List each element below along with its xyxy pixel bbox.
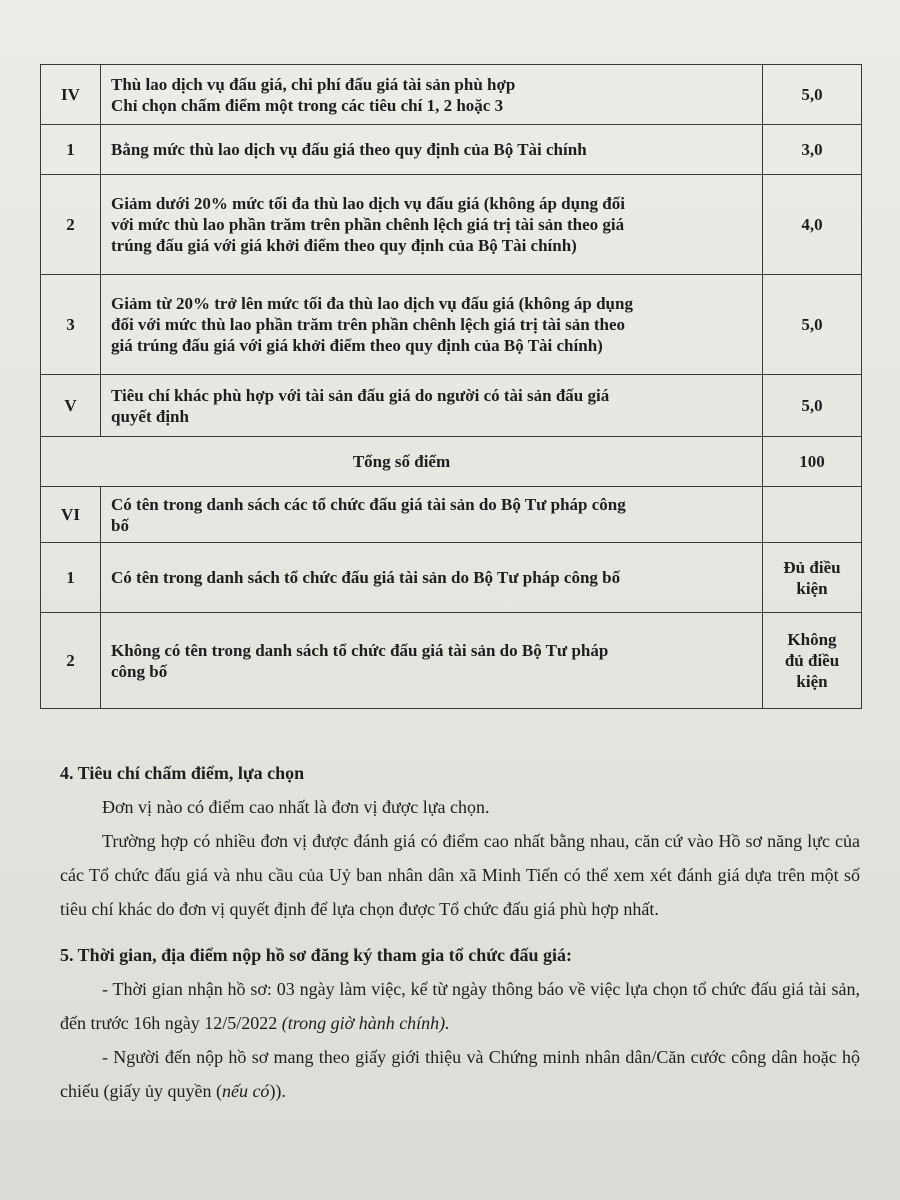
row-number: IV: [41, 65, 101, 125]
row-number: V: [41, 375, 101, 437]
table-row: [41, 375, 862, 437]
table-row: [41, 125, 862, 175]
points-line: Không: [787, 630, 837, 649]
row-number: 2: [41, 613, 101, 709]
table-row: [41, 175, 862, 275]
body-text: [60, 756, 860, 1108]
row-description: [101, 65, 763, 125]
desc-line: trúng đấu giá với giá khởi điểm theo quy định của Bộ Tài chính): [111, 236, 577, 255]
table-row: [41, 543, 862, 613]
row-points: 3,0: [763, 125, 862, 175]
section-5-bullet: [60, 972, 860, 1040]
row-number: VI: [41, 487, 101, 543]
section-5-heading: 5. Thời gian, địa điểm nộp hồ sơ đăng ký tham gia tổ chức đấu giá:: [60, 945, 573, 965]
desc-line: Không có tên trong danh sách tổ chức đấu giá tài sản do Bộ Tư pháp: [111, 640, 609, 660]
row-description: [101, 543, 763, 613]
desc-line: giá trúng đấu giá với giá khởi điểm theo quy định của Bộ Tài chính): [111, 336, 603, 355]
section-4-heading: 4. Tiêu chí chấm điểm, lựa chọn: [60, 763, 305, 783]
row-number: 3: [41, 275, 101, 375]
row-description: [101, 125, 763, 175]
bullet-end: )).: [269, 1081, 286, 1101]
section-4-paragraph: Trường hợp có nhiều đơn vị được đánh giá có điểm cao nhất bằng nhau, căn cứ vào Hồ sơ năng lực của các Tổ chức đấu giá và nhu cầu của Uỷ ban nhân dân xã Minh Tiến có thể xem xét đánh giá dựa trên một số tiêu chí khác do đơn vị quyết định để lựa chọn được Tổ chức đấu giá phù hợp nhất.: [60, 831, 860, 919]
desc-line: Giảm từ 20% trở lên mức tối đa thù lao dịch vụ đấu giá (không áp dụng: [111, 294, 633, 313]
row-points: 4,0: [763, 175, 862, 275]
section-5-bullet: [60, 1040, 860, 1108]
table-row: [41, 275, 862, 375]
row-points: 5,0: [763, 375, 862, 437]
desc-line: Có tên trong danh sách các tổ chức đấu giá tài sản do Bộ Tư pháp công: [111, 494, 626, 514]
desc-line: đối với mức thù lao phần trăm trên phần chênh lệch giá trị tài sản theo: [111, 315, 626, 334]
desc-line: công bố: [111, 661, 168, 681]
total-row: [41, 437, 862, 487]
row-number: 1: [41, 125, 101, 175]
table-row: [41, 65, 862, 125]
desc-line: Bằng mức thù lao dịch vụ đấu giá theo quy định của Bộ Tài chính: [111, 140, 587, 159]
row-description: [101, 375, 763, 437]
total-points: 100: [763, 437, 862, 487]
row-description: [101, 487, 763, 543]
desc-line: với mức thù lao phần trăm trên phần chênh lệch giá trị tài sản theo giá: [111, 215, 625, 234]
table-row: [41, 487, 862, 543]
total-label: Tổng số điểm: [41, 437, 763, 487]
desc-line: Có tên trong danh sách tổ chức đấu giá tài sản do Bộ Tư pháp công bố: [111, 568, 621, 587]
row-description: [101, 613, 763, 709]
row-description: [101, 175, 763, 275]
row-points: [763, 487, 862, 543]
row-description: [101, 275, 763, 375]
row-number: 1: [41, 543, 101, 613]
table-row: [41, 613, 862, 709]
points-line: Đủ điều: [783, 557, 841, 577]
section-4-paragraph: Đơn vị nào có điểm cao nhất là đơn vị được lựa chọn.: [102, 797, 490, 817]
row-points: 5,0: [763, 275, 862, 375]
desc-line: Giảm dưới 20% mức tối đa thù lao dịch vụ đấu giá (không áp dụng đối: [111, 194, 625, 213]
bullet-italic: (trong giờ hành chính).: [281, 1013, 450, 1033]
row-number: 2: [41, 175, 101, 275]
row-points: [763, 543, 862, 613]
desc-line: bố: [111, 515, 129, 535]
spacer: [60, 926, 860, 938]
points-line: kiện: [796, 672, 828, 691]
criteria-table: [40, 64, 862, 709]
bullet-text: - Thời gian nhận hồ sơ: 03 ngày làm việc, kể từ ngày thông báo về việc lựa chọn tổ chức đấu giá tài sản, đến trước 16h ngày 12/5/2022: [60, 979, 860, 1033]
points-line: đủ điều: [784, 651, 840, 670]
bullet-italic: nếu có: [221, 1081, 270, 1101]
bullet-text: - Người đến nộp hồ sơ mang theo giấy giới thiệu và Chứng minh nhân dân/Căn cước công dân hoặc hộ chiếu (giấy ủy quyền (: [60, 1047, 860, 1101]
points-line: kiện: [796, 578, 828, 598]
desc-line: Thù lao dịch vụ đấu giá, chi phí đấu giá tài sản phù hợp: [111, 74, 516, 94]
row-points: [763, 613, 862, 709]
desc-line: quyết định: [111, 406, 189, 426]
desc-line: Chỉ chọn chấm điểm một trong các tiêu chí 1, 2 hoặc 3: [111, 95, 504, 115]
desc-line: Tiêu chí khác phù hợp với tài sản đấu giá do người có tài sản đấu giá: [111, 385, 610, 405]
row-points: 5,0: [763, 65, 862, 125]
